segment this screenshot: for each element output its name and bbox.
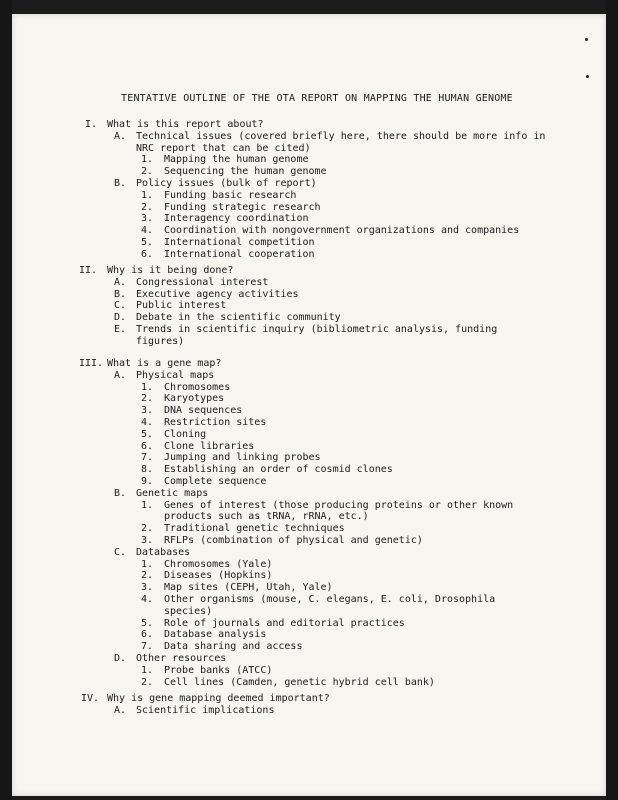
item-number: 1. [141,499,154,511]
item-number: 1. [141,558,154,570]
item-number: 5. [141,237,154,248]
subsection-text: Technical issues (covered briefly here, there should be more info in [136,130,546,142]
item-text: International cooperation [164,248,315,260]
item-text: Data sharing and access [164,641,303,653]
item-number: 2. [141,201,154,213]
section-numeral: IV. [81,693,100,704]
item-number: 7. [141,452,154,464]
item-number: 6. [141,629,154,641]
subsection-label: A. [114,276,127,288]
item-text: RFLPs (combination of physical and genetic) [164,535,423,546]
item-text: Probe banks (ATCC) [164,664,273,676]
item-text: Role of journals and editorial practices [164,617,405,629]
subsection-text: Executive agency activities [136,288,299,300]
item-number: 5. [141,428,154,440]
subsection-text: Debate in the scientific community [136,312,341,324]
section-numeral: I. [85,119,98,130]
item-number: 2. [141,393,154,405]
subsection-text: Other resources [136,653,227,664]
item-number: 4. [141,594,154,605]
item-text: Cloning [164,428,207,440]
item-number: 1. [141,154,154,166]
item-text: Other organisms (mouse, C. elegans, E. coli, Drosophila [164,594,496,605]
subsection-text: Physical maps [136,369,215,381]
item-text: Karyotypes [164,393,225,405]
section-heading: What is a gene map? [107,358,222,369]
item-number: 6. [141,248,154,260]
item-text: Sequencing the human genome [164,166,327,178]
item-number: 7. [141,641,154,653]
item-number: 3. [141,535,154,546]
section-numeral: II. [79,265,98,276]
item-number: 3. [141,582,154,594]
subsection-text: Public interest [136,300,227,312]
item-number: 1. [141,381,154,393]
subsection-label: E. [114,324,127,335]
subsection-label: B. [114,178,127,189]
item-text: Chromosomes [164,381,231,393]
item-text: Interagency coordination [164,213,309,225]
subsection-text: Policy issues (bulk of report) [136,178,317,189]
item-text: Mapping the human genome [164,154,309,166]
item-number: 4. [141,225,154,237]
item-text: Clone libraries [164,440,255,452]
item-number: 2. [141,166,154,178]
item-text: Genes of interest (those producing proteins or other known [164,499,514,511]
item-number: 5. [141,617,154,629]
document-title: TENTATIVE OUTLINE OF THE OTA REPORT ON MAPPING THE HUMAN GENOME [121,93,513,104]
section-heading: Why is it being done? [107,265,234,276]
subsection-text: figures) [136,335,185,347]
subsection-text: Scientific implications [136,704,275,716]
subsection-label: C. [114,300,127,312]
item-number: 2. [141,523,154,535]
item-number: 6. [141,440,154,452]
item-number: 9. [141,476,154,487]
subsection-label: D. [114,653,127,664]
subsection-label: A. [114,369,127,381]
section-heading: Why is gene mapping deemed important? [107,693,330,704]
item-text: Complete sequence [164,476,267,487]
subsection-label: D. [114,312,127,324]
subsection-text: Congressional interest [136,276,269,288]
item-number: 8. [141,464,154,476]
subsection-label: C. [114,546,127,558]
section-heading: What is this report about? [107,119,264,130]
item-text: products such as tRNA, rRNA, etc.) [164,511,369,523]
item-text: Establishing an order of cosmid clones [164,464,393,476]
subsection-text: NRC report that can be cited) [136,142,311,154]
item-number: 1. [141,664,154,676]
item-text: Funding strategic research [164,201,321,213]
item-text: Coordination with nongovernment organizations and companies [164,225,520,237]
item-number: 1. [141,189,154,201]
subsection-label: A. [114,130,127,142]
item-number: 4. [141,417,154,428]
item-text: Funding basic research [164,189,297,201]
item-text: Traditional genetic techniques [164,523,345,535]
item-number: 2. [141,676,154,688]
subsection-label: B. [114,288,127,300]
item-text: Cell lines (Camden, genetic hybrid cell bank) [164,676,435,688]
item-number: 3. [141,213,154,225]
item-text: Database analysis [164,629,267,641]
item-number: 3. [141,405,154,417]
item-text: International competition [164,237,315,248]
subsection-label: B. [114,487,127,499]
item-text: Map sites (CEPH, Utah, Yale) [164,582,333,594]
subsection-text: Trends in scientific inquiry (bibliometric analysis, funding [136,324,498,335]
item-text: Jumping and linking probes [164,452,321,464]
item-text: Restriction sites [164,417,267,428]
item-text: DNA sequences [164,405,243,417]
section-numeral: III. [79,358,104,369]
item-text: Diseases (Hopkins) [164,570,273,582]
item-text: species) [164,605,213,617]
subsection-text: Databases [136,546,191,558]
subsection-text: Genetic maps [136,487,209,499]
item-text: Chromosomes (Yale) [164,558,273,570]
subsection-label: A. [114,704,127,716]
item-number: 2. [141,570,154,582]
